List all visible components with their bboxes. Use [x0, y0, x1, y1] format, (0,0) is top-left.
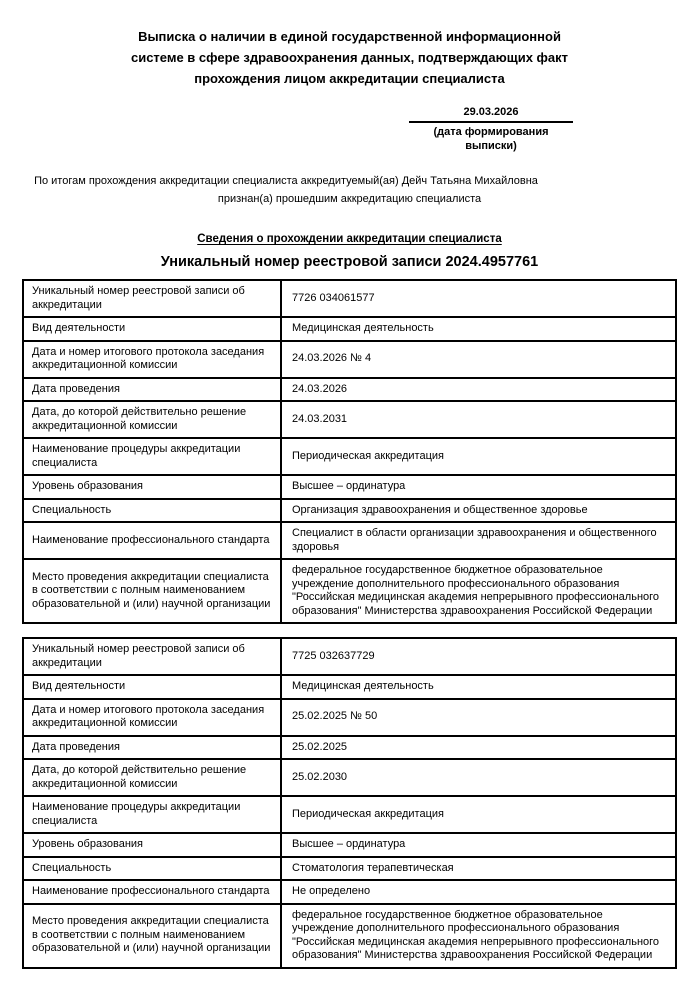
- row-value: Высшее – ординатура: [281, 475, 676, 499]
- row-label: Место проведения аккредитации специалиста в соответствии с полным наименованием образовательной и (или) научной организации: [23, 904, 281, 968]
- row-value: Специалист в области организации здравоохранения и общественного здоровья: [281, 522, 676, 559]
- row-value: Периодическая аккредитация: [281, 796, 676, 833]
- row-label: Уровень образования: [23, 833, 281, 857]
- table-row: [23, 904, 676, 968]
- row-value: 7725 032637729: [281, 638, 676, 675]
- table-row: [23, 880, 676, 904]
- document-title: [22, 26, 677, 89]
- table-row: [23, 522, 676, 559]
- row-value: 25.02.2025 № 50: [281, 699, 676, 736]
- row-value: Не определено: [281, 880, 676, 904]
- registry-number-heading: Уникальный номер реестровой записи 2024.4957761: [160, 254, 539, 270]
- row-label: Наименование профессионального стандарта: [23, 880, 281, 904]
- document-title-line: прохождения лицом аккредитации специалиста: [194, 71, 505, 86]
- table-row: [23, 401, 676, 438]
- table-row: [23, 341, 676, 378]
- row-label: Вид деятельности: [23, 317, 281, 341]
- intro-line: По итогам прохождения аккредитации специалиста аккредитуемый(ая) Дейч Татьяна Михайловна: [34, 175, 538, 187]
- intro-line: признан(а) прошедшим аккредитацию специалиста: [217, 193, 482, 205]
- accreditation-table-2: [22, 637, 677, 969]
- table-row: [23, 638, 676, 675]
- row-value: Периодическая аккредитация: [281, 438, 676, 475]
- row-value: федеральное государственное бюджетное образовательное учреждение дополнительного профессионального образования "Российская медицинская академия непрерывного профессионального образования" Министерства здравоохранения Российской Федерации: [281, 904, 676, 968]
- row-label: Наименование профессионального стандарта: [23, 522, 281, 559]
- table-row: [23, 857, 676, 881]
- row-label: Наименование процедуры аккредитации специалиста: [23, 438, 281, 475]
- row-label: Уникальный номер реестровой записи об аккредитации: [23, 638, 281, 675]
- row-value: 7726 034061577: [281, 280, 676, 317]
- accreditation-table-1: [22, 279, 677, 624]
- row-value: Стоматология терапевтическая: [281, 857, 676, 881]
- row-label: Уровень образования: [23, 475, 281, 499]
- table-row: [23, 699, 676, 736]
- row-label: Дата, до которой действительно решение аккредитационной комиссии: [23, 759, 281, 796]
- table-row: [23, 438, 676, 475]
- table-row: [23, 378, 676, 402]
- document-title-line: Выписка о наличии в единой государственной информационной: [138, 29, 561, 44]
- table-row: [23, 759, 676, 796]
- extract-date-block: [409, 105, 573, 153]
- row-value: Медицинская деятельность: [281, 317, 676, 341]
- table-row: [23, 559, 676, 623]
- row-value: Медицинская деятельность: [281, 675, 676, 699]
- row-value: 24.03.2026: [281, 378, 676, 402]
- row-label: Дата, до которой действительно решение аккредитационной комиссии: [23, 401, 281, 438]
- table-row: [23, 833, 676, 857]
- row-value: Высшее – ординатура: [281, 833, 676, 857]
- table-row: [23, 736, 676, 760]
- row-label: Дата и номер итогового протокола заседания аккредитационной комиссии: [23, 341, 281, 378]
- document-title-line: системе в сфере здравоохранения данных, подтверждающих факт: [130, 50, 569, 65]
- extract-date-caption: (дата формирования выписки): [433, 126, 549, 152]
- extract-date: 29.03.2026: [409, 105, 573, 123]
- table-row: [23, 475, 676, 499]
- table-row: [23, 280, 676, 317]
- row-label: Вид деятельности: [23, 675, 281, 699]
- row-label: Дата проведения: [23, 736, 281, 760]
- row-label: Специальность: [23, 499, 281, 523]
- row-label: Уникальный номер реестровой записи об аккредитации: [23, 280, 281, 317]
- row-value: 24.03.2031: [281, 401, 676, 438]
- intro-paragraph: [22, 172, 677, 208]
- row-label: Место проведения аккредитации специалиста в соответствии с полным наименованием образовательной и (или) научной организации: [23, 559, 281, 623]
- row-label: Дата и номер итогового протокола заседания аккредитационной комиссии: [23, 699, 281, 736]
- section-heading: Сведения о прохождении аккредитации специалиста: [197, 233, 502, 245]
- table-row: [23, 317, 676, 341]
- row-label: Дата проведения: [23, 378, 281, 402]
- table-row: [23, 499, 676, 523]
- row-value: федеральное государственное бюджетное образовательное учреждение дополнительного профессионального образования "Российская медицинская академия непрерывного профессионального образования" Министерства здравоохранения Российской Федерации: [281, 559, 676, 623]
- table-row: [23, 675, 676, 699]
- row-label: Специальность: [23, 857, 281, 881]
- row-value: 24.03.2026 № 4: [281, 341, 676, 378]
- row-label: Наименование процедуры аккредитации специалиста: [23, 796, 281, 833]
- row-value: 25.02.2030: [281, 759, 676, 796]
- table-row: [23, 796, 676, 833]
- row-value: Организация здравоохранения и общественное здоровье: [281, 499, 676, 523]
- row-value: 25.02.2025: [281, 736, 676, 760]
